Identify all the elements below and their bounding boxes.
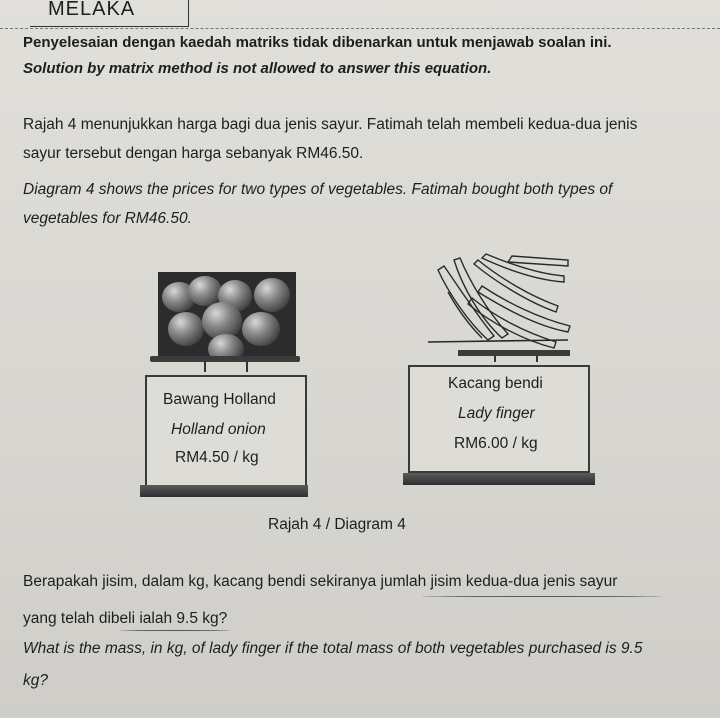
intro-malay-line2: sayur tersebut dengan harga sebanyak RM46.50. [23, 145, 364, 162]
lady-finger-price: RM6.00 / kg [454, 435, 538, 452]
intro-english-line2: vegetables for RM46.50. [23, 210, 192, 227]
instruction-english: Solution by matrix method is not allowed to answer this equation. [23, 60, 492, 77]
question-malay-line1: Berapakah jisim, dalam kg, kacang bendi sekiranya jumlah jisim kedua-dua jenis sayur [23, 573, 618, 590]
question-malay-line2: yang telah dibeli ialah 9.5 kg? [23, 610, 228, 627]
lady-finger-pods [438, 254, 570, 348]
lady-finger-name-english: Lady finger [458, 405, 535, 422]
lady-finger-scale-leg [494, 356, 496, 362]
lady-finger-name-malay: Kacang bendi [448, 375, 543, 392]
onion-scale-leg [204, 362, 206, 372]
onion-price: RM4.50 / kg [175, 449, 259, 466]
state-header: MELAKA [30, 0, 189, 27]
onion-shape [242, 312, 280, 346]
onion-shape [254, 278, 290, 312]
question-english-line1: What is the mass, in kg, of lady finger if the total mass of both vegetables purchased is 9.5 [23, 640, 643, 657]
onion-price-label [145, 375, 307, 487]
handwritten-underline [120, 630, 230, 632]
onion-shape [208, 334, 244, 356]
onion-name-english: Holland onion [171, 421, 266, 438]
lady-finger-scale-tray [458, 350, 570, 356]
intro-english-line1: Diagram 4 shows the prices for two types of vegetables. Fatimah bought both types of [23, 181, 613, 198]
onion-name-malay: Bawang Holland [163, 391, 276, 408]
diagram-caption: Rajah 4 / Diagram 4 [268, 516, 406, 533]
intro-malay-line1: Rajah 4 menunjukkan harga bagi dua jenis sayur. Fatimah telah membeli kedua-dua jenis [23, 116, 638, 133]
header-divider [0, 28, 720, 29]
handwritten-underline [422, 596, 662, 598]
onion-scale-leg [246, 362, 248, 372]
instruction-malay: Penyelesaian dengan kaedah matriks tidak dibenarkan untuk menjawab soalan ini. [23, 34, 612, 51]
onion-photo [158, 272, 296, 356]
question-english-line2: kg? [23, 672, 48, 689]
onion-shape [168, 312, 204, 346]
onion-scale-base [140, 485, 308, 497]
lady-finger-scale-leg [536, 356, 538, 362]
lady-finger-price-label [408, 365, 590, 473]
lady-finger-tray-line [428, 340, 568, 342]
lady-finger-scale-base [403, 473, 595, 485]
onion-scale-tray [150, 356, 300, 362]
lady-finger-drawing [418, 252, 588, 362]
